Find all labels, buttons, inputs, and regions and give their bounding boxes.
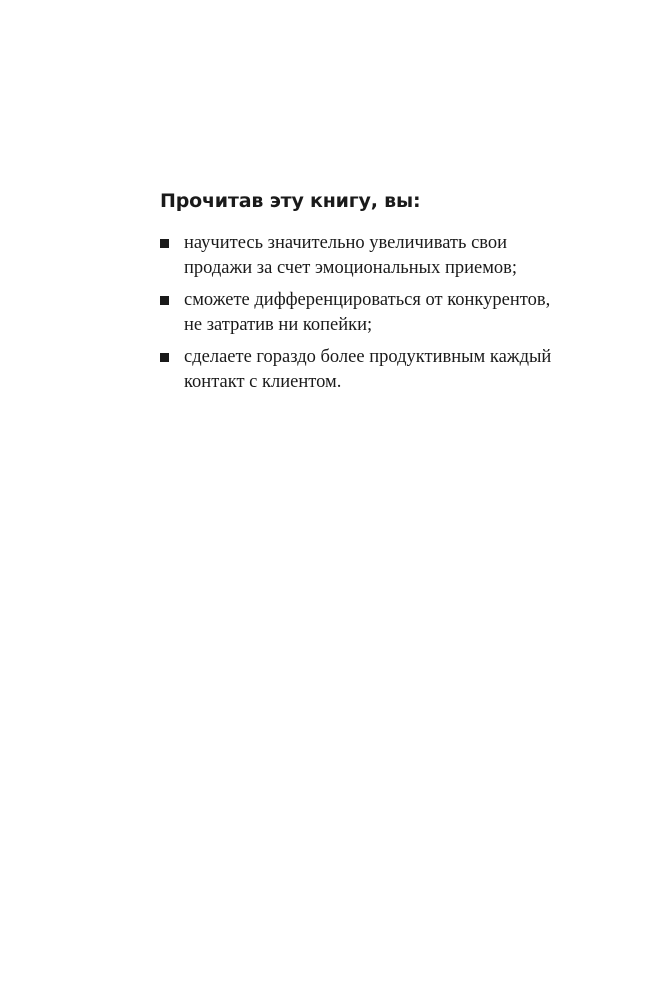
- list-item-text-line: сможете дифференцироваться от конкурентов,: [184, 290, 551, 310]
- list-item-text-line: контакт с клиентом.: [184, 372, 342, 392]
- list-item-text-line: научитесь значительно увеличивать свои: [184, 233, 508, 253]
- black-square-icon: [160, 239, 169, 248]
- black-square-icon: [160, 353, 169, 362]
- section-heading: Прочитав эту книгу, вы:: [160, 190, 421, 212]
- list-item-text-line: сделаете гораздо более продуктивным каждый: [184, 347, 552, 367]
- list-item-text-line: продажи за счет эмоциональных приемов;: [184, 258, 518, 278]
- list-item: [160, 288, 600, 338]
- list-item: [160, 345, 600, 395]
- list-item: [160, 231, 600, 281]
- page-content: [160, 188, 600, 402]
- benefits-list: [160, 231, 600, 395]
- black-square-icon: [160, 296, 169, 305]
- list-item-text-line: не затратив ни копейки;: [184, 315, 373, 335]
